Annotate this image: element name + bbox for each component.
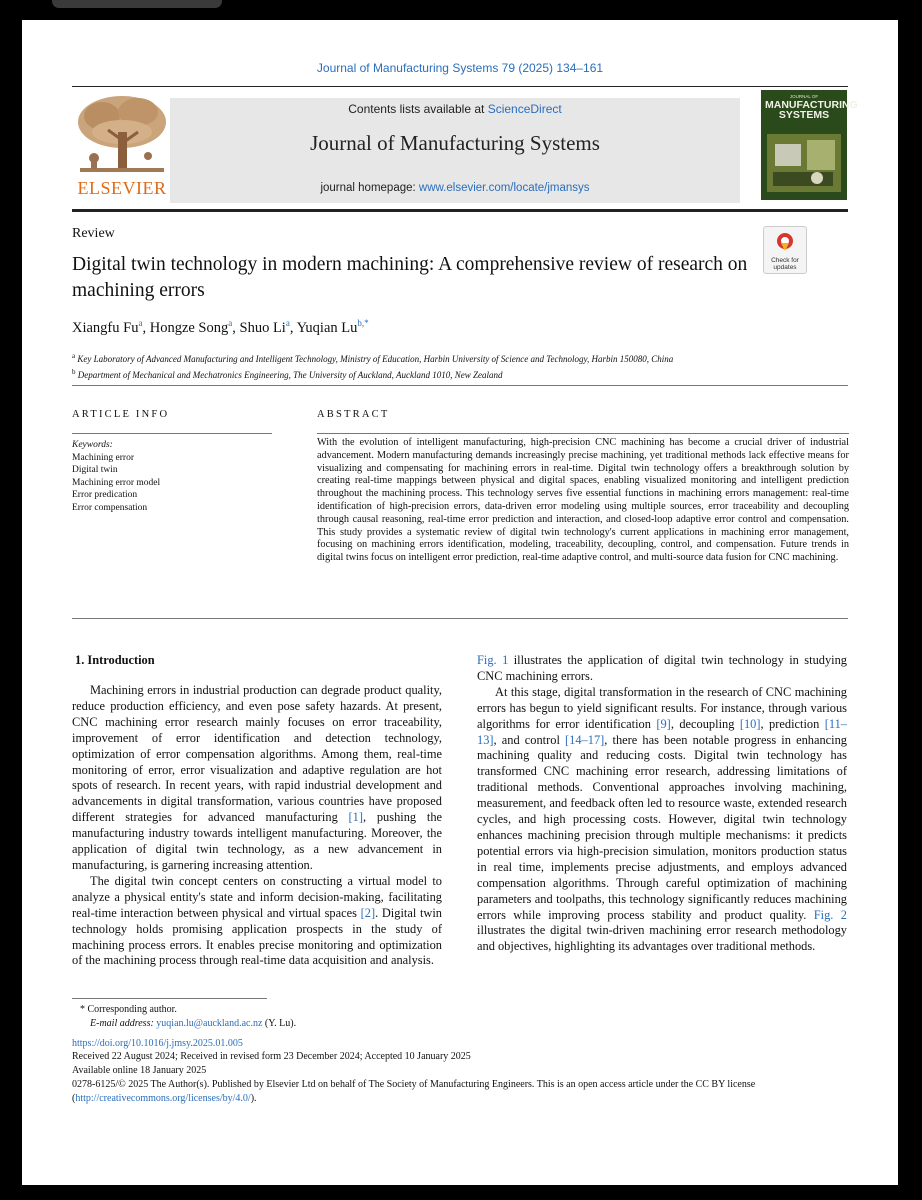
keyword-item: Error compensation [72,502,148,513]
affiliation-item: $^b$ Department of Mechanical and Mechatronics Engineering, The University of Auckland, Auckland 1010, New Zealand [72,368,503,380]
cover-title: MANUFACTURING SYSTEMS [765,99,858,121]
abstract-bottom-rule [72,618,848,619]
contents-line [170,102,740,116]
received-dates: Received 22 August 2024; Received in revised form 23 December 2024; Accepted 10 January 2025 [72,1051,471,1063]
homepage-prefix: journal homepage: [320,182,416,194]
window-tab-pill [52,0,222,8]
intro-paragraph: At this stage, digital transformation in the research of CNC machining errors has begun to yield significant results. For instance, through various algorithms for error identification [9], decoupling [10], prediction [11–13], and control [14–17], there has been notable progress in enhancing machining quality and reducing costs. Digital twin technology has transformed CNC machining error research, addressing limitations of traditional methods. Conventional approaches involving machining, measurement, and feedback often led to resource waste, extended research cycles, and high processing costs. However, digital twin technology enhances machining precision through multiple mechanisms: it predicts potential errors via high-precision simulation, monitors production status in real time, implements precise adjustments, and employs advanced compensation algorithms. Through careful optimization of machining parameters and toolpaths, this technology significantly reduces machining errors while improving process stability and product quality. Fig. 2 illustrates the digital twin-driven machining error research methodology and objectives, highlighting its advantages over traditional methods. [477,684,847,954]
keyword-item: Error predication [72,490,138,501]
footnote-rule [72,998,267,999]
doi-link[interactable]: https://doi.org/10.1016/j.jmsy.2025.01.005 [72,1037,243,1049]
article-title: Digital twin technology in modern machining: A comprehensive review of research on machining errors [72,254,748,301]
cover-subtitle: JOURNAL OF [789,94,819,99]
journal-citation-link[interactable]: Journal of Manufacturing Systems 79 (2025) 134–161 [316,61,604,75]
cover-photo [767,134,841,192]
article-page [22,20,898,1185]
author-name[interactable]: Xiangfu Fu [72,319,139,336]
footer-notes [72,1003,852,1106]
reference-link[interactable]: [10] [739,716,761,731]
keywords-list [72,439,272,515]
affiliations [72,350,852,382]
reference-link[interactable]: [2] [360,905,376,920]
reference-link[interactable]: [11–13] [477,716,847,747]
figure-link[interactable]: Fig. 2 [813,907,847,922]
intro-paragraph: The digital twin concept centers on constructing a virtual model to analyze a physical entity's state and inform decision-making, facilitating real-time interaction between physical and virtual spaces [2]. Digital twin technology holds promising application prospects in the study of machining process errors. It enables precise monitoring and optimization of the machining process through real-time data acquisition and analysis. [72,873,442,968]
author-affil-sup[interactable]: b,* [357,318,369,328]
homepage-line [170,182,740,194]
header-top-rule [72,86,848,87]
homepage-link[interactable]: www.elsevier.com/locate/jmansys [418,182,590,194]
author-name[interactable]: Hongze Song [149,319,229,336]
author-list: Xiangfu Fu$^a$, Hongze Song$^a$, Shuo Li$^a$, Yuqian $Lu^{b,*}$ [72,318,369,336]
author-name[interactable]: Yuqian Lu [296,319,358,336]
check-for-updates-button[interactable] [763,226,807,274]
reference-link[interactable]: [14–17] [565,732,605,747]
copyright-line: 0278-6125/© 2025 The Author(s). Published by Elsevier Ltd on behalf of The Society of Manufacturing Engineers. This is an open access article under the CC BY license (http://creativecommons.org/licenses/by/4.0/). [72,1078,756,1104]
reference-link[interactable]: [9] [656,716,671,731]
email-link[interactable]: yuqian.lu@auckland.ac.nz [156,1017,263,1029]
keyword-item: Machining error model [72,477,161,488]
figure-link[interactable]: Fig. 1 [477,653,509,667]
check-updates-icon [776,231,794,253]
intro-heading: 1. Introduction [75,653,155,667]
journal-header-box [170,98,740,203]
abstract-heading: ABSTRACT [317,409,390,420]
section-divider [72,385,848,386]
badge-label: Check for updates [771,257,799,271]
keyword-item: Machining error [72,452,134,463]
intro-paragraph-continued: Fig. 1 illustrates the application of digital twin technology in studying CNC machining errors. [477,653,847,683]
header-bottom-rule [72,209,848,212]
left-column [72,683,442,969]
corresponding-note: * Corresponding author. [80,1004,177,1015]
article-info-heading: ARTICLE INFO [72,409,170,420]
available-online: Available online 18 January 2025 [72,1065,207,1077]
author-name[interactable]: Shuo Li [239,319,286,336]
author-affil-sup[interactable]: a [138,318,143,328]
article-info-rule [72,433,272,434]
intro-paragraph: Machining errors in industrial production can degrade product quality, reduce production efficiency, and even pose safety hazards. At present, CNC machining error research mainly focuses on error traceability, improvement of error identification and detection technology, optimization of error compensation algorithms. Among them, real-time monitoring of error, error visualization and adaptive regulation are hot spots of research. In recent years, with rapid industrial development and advancements in digital transformation, various countries have proposed different strategies for advanced manufacturing [1], pushing the manufacturing industry towards intelligent manufacturing. Moreover, the application of digital twin technology, as a new advancement in manufacturing, is garnering increasing attention. [72,683,443,872]
right-column [477,653,847,955]
article-type: Review [72,226,115,241]
abstract-rule [317,433,849,434]
elsevier-wordmark: ELSEVIER [77,178,167,198]
keywords-label: Keywords: [72,440,113,450]
sciencedirect-link[interactable]: ScienceDirect [487,102,562,116]
author-affil-sup[interactable]: a [228,318,233,328]
journal-cover-image [761,90,858,200]
license-link[interactable]: http://creativecommons.org/licenses/by/4.0/ [75,1092,251,1104]
author-affil-sup[interactable]: a [285,318,290,328]
keyword-item: Digital twin [72,465,118,476]
elsevier-tree-logo [72,92,172,178]
reference-link[interactable]: [1] [348,810,363,825]
journal-title: Journal of Manufacturing Systems [310,131,600,155]
abstract-text: With the evolution of intelligent manufacturing, high-precision CNC machining has become a crucial driver of industrial advancement. Modern manufacturing demands increasingly precise machining, yet traditional methods lack effective means for visualizing and compensating for machining errors in real-time. Digital twin technology offers a breakthrough solution by creating real-time mappings between physical and digital spaces, enabling visualized monitoring and intelligent prediction throughout the machining process. This technology serves five essential functions in machining errors management: real-time identification of high-precision errors, data-driven error modeling using multiple sources, error traceability and decoupling through causal reasoning, real-time error prediction and interaction, and closed-loop adaptive error control and compensation. This study provides a systematic review of digital twin technology's current applications in machining error management, focusing on machining errors identification, modeling, traceability, decoupling, control, and compensation. Future trends in digital twins focus on intelligent error prediction, real-time adaptive control, and multi-source data fusion for CNC machining. [317,437,849,564]
affiliation-item: $^a$ Key Laboratory of Advanced Manufacturing and Intelligent Technology, Ministry of Education, Harbin University of Science and Technology, Harbin 150080, China [72,352,674,364]
email-line: E-mail address: yuqian.lu@auckland.ac.nz (Y. Lu). [90,1017,297,1029]
contents-prefix: Contents lists available at [348,102,485,116]
